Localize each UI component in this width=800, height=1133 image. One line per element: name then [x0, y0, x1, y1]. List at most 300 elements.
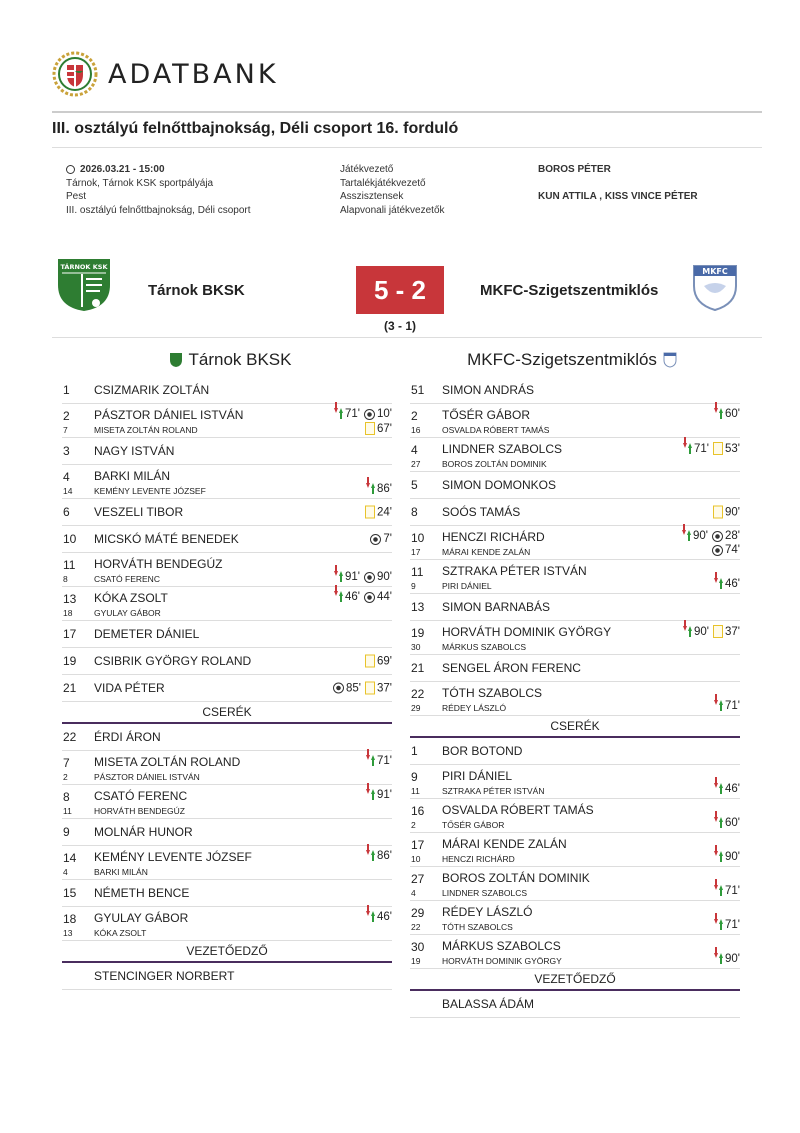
player-name[interactable]: HORVÁTH DOMINIK GYÖRGY — [442, 625, 612, 639]
sub-player-name[interactable]: KEMÉNY LEVENTE JÓZSEF — [94, 486, 206, 496]
player-name[interactable]: SZTRAKA PÉTER ISTVÁN — [442, 564, 587, 578]
away-coach-heading: VEZETŐEDZŐ — [410, 969, 740, 991]
player-row — [410, 499, 740, 526]
away-team-name[interactable]: MKFC-Szigetszentmiklós — [480, 282, 659, 299]
divider — [52, 147, 762, 148]
away-team-crest-icon[interactable] — [688, 262, 742, 312]
event-minute: 85' — [346, 682, 361, 694]
player-row — [62, 846, 392, 880]
substitution-icon — [366, 789, 375, 801]
sub-player-number: 14 — [63, 486, 73, 496]
event-card — [365, 506, 392, 519]
event-minute: 60' — [725, 817, 740, 829]
substitution-icon — [714, 953, 723, 965]
player-row — [62, 724, 392, 751]
goal-ball-icon — [712, 531, 723, 542]
away-subs — [410, 738, 740, 969]
sub-player-name[interactable]: TÓTH SZABOLCS — [442, 922, 513, 932]
official-label-assistants: Asszisztensek — [340, 191, 404, 202]
player-number: 8 — [411, 505, 418, 519]
player-number: 4 — [411, 443, 418, 457]
player-number: 11 — [63, 558, 76, 572]
event-sub — [366, 755, 392, 767]
substitution-icon — [714, 700, 723, 712]
player-row — [410, 765, 740, 799]
officials-values — [538, 163, 698, 204]
player-row — [410, 738, 740, 765]
player-number: 17 — [63, 627, 77, 641]
event-minute: 90' — [377, 571, 392, 583]
player-number: 5 — [411, 478, 418, 492]
sub-player-number: 11 — [63, 806, 72, 816]
match-info — [66, 163, 251, 217]
player-name[interactable]: TÓTH SZABOLCS — [442, 686, 543, 700]
home-starters — [62, 377, 392, 702]
home-subs-heading: CSERÉK — [62, 702, 392, 724]
player-name[interactable]: PÁSZTOR DÁNIEL ISTVÁN — [94, 408, 244, 422]
home-coach-heading: VEZETŐEDZŐ — [62, 941, 392, 963]
player-events — [714, 837, 740, 863]
player-number: 29 — [411, 906, 425, 920]
player-row — [62, 907, 392, 941]
player-name[interactable]: CSATÓ FERENC — [94, 789, 188, 803]
event-sub — [682, 530, 708, 542]
player-name[interactable]: KÓKA ZSOLT — [94, 591, 168, 605]
player-row — [62, 465, 392, 499]
player-number: 6 — [63, 505, 70, 519]
event-minute: 86' — [377, 850, 392, 862]
sub-player-number: 9 — [411, 581, 416, 591]
player-name[interactable]: VESZELI TIBOR — [94, 505, 184, 519]
player-events — [714, 803, 740, 829]
player-number: 22 — [411, 687, 425, 701]
sub-player-number: 27 — [411, 459, 421, 469]
event-sub — [683, 626, 709, 638]
event-minute: 74' — [725, 544, 740, 556]
event-minute: 91' — [345, 571, 360, 583]
event-minute: 10' — [377, 408, 392, 420]
event-card — [365, 422, 392, 435]
player-name[interactable]: SIMON BARNABÁS — [442, 600, 551, 614]
event-sub — [714, 953, 740, 965]
player-name[interactable]: HORVÁTH BENDEGÚZ — [94, 557, 223, 571]
event-minute: 71' — [725, 700, 740, 712]
sub-player-name[interactable]: MÁRAI KENDE ZALÁN — [442, 547, 531, 557]
substitution-icon — [714, 817, 723, 829]
player-events — [713, 506, 740, 519]
sub-player-name[interactable]: LINDNER SZABOLCS — [442, 888, 528, 898]
match-venue: Tárnok, Tárnok KSK sportpályája — [66, 177, 214, 189]
substitution-icon — [714, 578, 723, 590]
substitution-icon — [683, 626, 692, 638]
event-minute: 53' — [725, 442, 740, 455]
player-name[interactable]: MÁRAI KENDE ZALÁN — [442, 837, 567, 851]
player-row — [62, 751, 392, 785]
event-card — [713, 442, 740, 455]
player-number: 10 — [63, 532, 77, 546]
player-name[interactable]: NÉMETH BENCE — [94, 886, 190, 900]
event-sub — [334, 571, 360, 583]
event-minute: 67' — [377, 422, 392, 435]
officials-labels — [340, 163, 445, 217]
player-number: 10 — [411, 531, 425, 545]
yellow-card-icon — [365, 655, 375, 668]
brand-name[interactable]: ADATBANK — [108, 58, 279, 90]
player-number: 11 — [411, 565, 424, 579]
sub-player-name[interactable]: OSVALDA RÓBERT TAMÁS — [442, 425, 550, 435]
event-sub — [366, 789, 392, 801]
player-number: 19 — [411, 626, 425, 640]
sub-player-number: 10 — [411, 854, 421, 864]
event-minute: 24' — [377, 506, 392, 518]
final-score: 5 - 2 — [356, 266, 444, 314]
player-events — [334, 591, 392, 603]
event-minute: 46' — [345, 591, 360, 603]
sub-player-name[interactable]: CSATÓ FERENC — [94, 574, 160, 584]
sub-player-number: 13 — [63, 928, 73, 938]
player-name[interactable]: CSIBRIK GYÖRGY ROLAND — [94, 654, 252, 668]
goal-ball-icon — [364, 409, 375, 420]
sub-player-name[interactable]: BARKI MILÁN — [94, 867, 148, 877]
yellow-card-icon — [713, 442, 723, 455]
player-row — [410, 901, 740, 935]
event-minute: 37' — [377, 682, 392, 694]
player-number: 13 — [411, 600, 425, 614]
away-team-mini-crest-icon — [663, 352, 677, 368]
event-minute: 46' — [725, 578, 740, 590]
event-minute: 71' — [725, 885, 740, 897]
official-label-referee: Játékvezető — [340, 164, 394, 175]
player-row — [410, 935, 740, 969]
event-minute: 46' — [725, 783, 740, 795]
player-events — [333, 682, 392, 695]
player-name[interactable]: OSVALDA RÓBERT TAMÁS — [442, 803, 594, 817]
player-name[interactable]: BOROS ZOLTÁN DOMINIK — [442, 871, 590, 885]
player-number: 7 — [63, 756, 70, 770]
player-name[interactable]: SOÓS TAMÁS — [442, 505, 521, 519]
player-name[interactable]: BARKI MILÁN — [94, 469, 171, 483]
player-row — [62, 880, 392, 907]
sub-player-number: 29 — [411, 703, 421, 713]
player-name[interactable]: ÉRDI ÁRON — [94, 730, 161, 744]
sub-player-name[interactable]: HORVÁTH BENDEGÚZ — [94, 806, 185, 816]
substitution-icon — [366, 755, 375, 767]
event-goal — [370, 533, 392, 545]
player-events — [714, 769, 740, 795]
player-number: 3 — [63, 444, 70, 458]
player-row — [62, 499, 392, 526]
event-minute: 7' — [383, 533, 392, 545]
player-name[interactable]: SENGEL ÁRON FERENC — [442, 661, 581, 675]
player-name[interactable]: MÁRKUS SZABOLCS — [442, 939, 561, 953]
player-number: 19 — [63, 654, 77, 668]
player-number: 30 — [411, 940, 425, 954]
player-row — [410, 655, 740, 682]
event-goal — [712, 544, 740, 556]
sub-player-number: 4 — [63, 867, 68, 877]
substitution-icon — [683, 443, 692, 455]
player-row — [410, 404, 740, 438]
player-events — [683, 442, 740, 455]
sub-player-name[interactable]: MÁRKUS SZABOLCS — [442, 642, 527, 652]
event-minute: 69' — [377, 655, 392, 667]
away-coach-row — [410, 991, 740, 1018]
player-row — [62, 526, 392, 553]
sub-player-number: 2 — [411, 820, 416, 830]
event-minute: 86' — [377, 483, 392, 495]
home-subs — [62, 724, 392, 941]
substitution-icon — [714, 408, 723, 420]
player-row — [410, 560, 740, 594]
substitution-icon — [334, 571, 343, 583]
away-lineup — [410, 343, 740, 1018]
player-row — [62, 785, 392, 819]
player-row — [62, 553, 392, 587]
substitution-icon — [366, 483, 375, 495]
player-events — [366, 469, 392, 495]
match-county: Pest — [66, 191, 87, 202]
substitution-icon — [714, 885, 723, 897]
home-team-mini-crest-icon — [169, 352, 183, 368]
sub-player-number: 16 — [411, 425, 421, 435]
event-minute: 37' — [725, 625, 740, 638]
substitution-icon — [682, 530, 691, 542]
player-events — [714, 871, 740, 897]
player-events — [365, 506, 392, 519]
yellow-card-icon — [713, 506, 723, 519]
player-number: 22 — [63, 730, 77, 744]
player-name[interactable]: KEMÉNY LEVENTE JÓZSEF — [94, 850, 252, 864]
player-name[interactable]: BOR BOTOND — [442, 744, 523, 758]
player-name[interactable]: GYULAY GÁBOR — [94, 911, 189, 925]
player-name[interactable]: SIMON DOMONKOS — [442, 478, 557, 492]
yellow-card-icon — [713, 625, 723, 638]
player-events — [366, 911, 392, 923]
substitution-icon — [334, 591, 343, 603]
event-goal — [333, 682, 361, 694]
player-row — [62, 675, 392, 702]
player-row — [410, 526, 740, 560]
event-minute: 90' — [725, 506, 740, 518]
away-subs-heading: CSERÉK — [410, 716, 740, 738]
page-title: III. osztályú felnőttbajnokság, Déli csoport 16. forduló — [52, 120, 459, 137]
sub-player-name[interactable]: GYULAY GÁBOR — [94, 608, 161, 618]
event-minute: 60' — [725, 408, 740, 420]
player-events — [714, 905, 740, 931]
official-label-goalline: Alapvonali játékvezetők — [340, 204, 445, 216]
sub-player-number: 18 — [63, 608, 73, 618]
player-number: 16 — [411, 804, 425, 818]
player-name[interactable]: HENCZI RICHÁRD — [442, 530, 545, 544]
player-row — [410, 594, 740, 621]
sub-player-number: 7 — [63, 425, 68, 435]
player-number: 15 — [63, 886, 77, 900]
event-minute: 71' — [345, 408, 360, 420]
substitution-icon — [334, 408, 343, 420]
player-events — [366, 850, 392, 862]
event-card — [713, 506, 740, 519]
substitution-icon — [366, 850, 375, 862]
player-events — [714, 686, 740, 712]
home-coach-row — [62, 963, 392, 990]
sub-player-name[interactable]: HENCZI RICHÁRD — [442, 854, 515, 864]
goal-ball-icon — [364, 572, 375, 583]
sub-player-number: 30 — [411, 642, 421, 652]
player-row — [62, 377, 392, 404]
event-minute: 90' — [693, 530, 708, 542]
player-row — [62, 404, 392, 438]
event-sub — [334, 591, 360, 603]
assistants-names: KUN ATTILA , KISS VINCE PÉTER — [538, 191, 698, 202]
player-events — [366, 789, 392, 801]
player-events — [714, 939, 740, 965]
player-number: 51 — [411, 383, 425, 397]
event-sub — [366, 850, 392, 862]
player-number: 21 — [63, 681, 77, 695]
home-team-name[interactable]: Tárnok BKSK — [148, 282, 245, 299]
player-row — [410, 867, 740, 901]
substitution-icon — [366, 911, 375, 923]
event-sub — [714, 408, 740, 420]
referee-name: BOROS PÉTER — [538, 164, 611, 175]
sub-player-name[interactable]: BOROS ZOLTÁN DOMINIK — [442, 459, 547, 469]
player-events — [334, 408, 392, 435]
player-row — [410, 438, 740, 472]
divider — [52, 111, 762, 113]
event-goal — [712, 530, 740, 542]
sub-player-number: 4 — [411, 888, 416, 898]
player-number: 17 — [411, 838, 425, 852]
away-starters — [410, 377, 740, 716]
player-row — [62, 648, 392, 675]
event-minute: 90' — [725, 851, 740, 863]
sub-player-number: 17 — [411, 547, 421, 557]
home-coach-name[interactable]: STENCINGER NORBERT — [94, 969, 235, 983]
player-name[interactable]: LINDNER SZABOLCS — [442, 442, 563, 456]
home-lineup — [62, 343, 392, 990]
player-number: 4 — [63, 470, 70, 484]
player-name[interactable]: VIDA PÉTER — [94, 681, 165, 695]
player-events — [683, 625, 740, 638]
player-name[interactable]: DEMETER DÁNIEL — [94, 627, 200, 641]
player-events — [370, 533, 392, 545]
svg-text:MKFC: MKFC — [702, 267, 728, 276]
goal-ball-icon — [333, 683, 344, 694]
sub-player-number: 11 — [411, 786, 420, 796]
player-name[interactable]: PIRI DÁNIEL — [442, 769, 513, 783]
player-name[interactable]: MISETA ZOLTÁN ROLAND — [94, 755, 241, 769]
player-name[interactable]: CSIZMARIK ZOLTÁN — [94, 383, 210, 397]
event-minute: 44' — [377, 591, 392, 603]
sub-player-number: 8 — [63, 574, 68, 584]
clock-icon — [66, 165, 75, 174]
event-sub — [714, 851, 740, 863]
event-sub — [714, 885, 740, 897]
player-number: 1 — [411, 744, 418, 758]
sub-player-number: 2 — [63, 772, 68, 782]
sub-player-name[interactable]: RÉDEY LÁSZLÓ — [442, 703, 507, 713]
player-number: 21 — [411, 661, 425, 675]
halftime-score: (3 - 1) — [383, 319, 416, 333]
sub-player-name[interactable]: KÓKA ZSOLT — [94, 928, 147, 938]
player-number: 2 — [63, 409, 70, 423]
player-row — [410, 682, 740, 716]
event-minute: 91' — [377, 789, 392, 801]
player-number: 9 — [63, 825, 70, 839]
player-number: 27 — [411, 872, 425, 886]
event-minute: 90' — [725, 953, 740, 965]
event-sub — [366, 483, 392, 495]
event-sub — [714, 578, 740, 590]
mlsz-logo-icon[interactable] — [52, 51, 98, 97]
player-row — [62, 587, 392, 621]
event-sub — [683, 443, 709, 455]
player-row — [410, 799, 740, 833]
event-minute: 71' — [377, 755, 392, 767]
event-goal — [364, 591, 392, 603]
player-row — [62, 819, 392, 846]
home-lineup-title: Tárnok BKSK — [188, 350, 292, 369]
player-name[interactable]: SIMON ANDRÁS — [442, 383, 535, 397]
player-row — [62, 438, 392, 465]
sub-player-name[interactable]: PIRI DÁNIEL — [442, 581, 492, 591]
event-sub — [334, 408, 360, 420]
substitution-icon — [714, 783, 723, 795]
sub-player-number: 19 — [411, 956, 421, 966]
player-number: 8 — [63, 790, 70, 804]
player-events — [366, 755, 392, 767]
divider — [52, 337, 762, 338]
player-name[interactable]: RÉDEY LÁSZLÓ — [442, 905, 533, 919]
sub-player-name[interactable]: TŐSÉR GÁBOR — [442, 820, 505, 830]
match-league: III. osztályú felnőttbajnokság, Déli csoport — [66, 204, 251, 216]
event-card — [713, 625, 740, 638]
player-row — [410, 377, 740, 404]
event-minute: 46' — [377, 911, 392, 923]
event-sub — [714, 919, 740, 931]
sub-player-name[interactable]: PÁSZTOR DÁNIEL ISTVÁN — [94, 772, 200, 782]
yellow-card-icon — [365, 506, 375, 519]
player-number: 9 — [411, 770, 418, 784]
player-name[interactable]: TŐSÉR GÁBOR — [442, 408, 531, 422]
svg-text:TÁRNOK KSK: TÁRNOK KSK — [60, 263, 108, 271]
sub-player-name[interactable]: HORVÁTH DOMINIK GYÖRGY — [442, 956, 562, 966]
player-name[interactable]: MICSKÓ MÁTÉ BENEDEK — [94, 532, 239, 546]
substitution-icon — [714, 919, 723, 931]
event-sub — [714, 783, 740, 795]
player-name[interactable]: MOLNÁR HUNOR — [94, 825, 193, 839]
player-number: 1 — [63, 383, 70, 397]
sub-player-name[interactable]: SZTRAKA PÉTER ISTVÁN — [442, 786, 545, 796]
header — [52, 50, 279, 98]
yellow-card-icon — [365, 682, 375, 695]
sub-player-name[interactable]: MISETA ZOLTÁN ROLAND — [94, 425, 198, 435]
player-name[interactable]: NAGY ISTVÁN — [94, 444, 175, 458]
event-minute: 28' — [725, 530, 740, 542]
home-team-crest-icon[interactable] — [56, 257, 112, 313]
player-events — [682, 530, 740, 556]
away-coach-name[interactable]: BALASSA ÁDÁM — [442, 997, 535, 1011]
event-sub — [366, 911, 392, 923]
player-number: 18 — [63, 912, 77, 926]
event-minute: 90' — [694, 625, 709, 638]
event-card — [365, 655, 392, 668]
player-number: 14 — [63, 851, 77, 865]
event-goal — [364, 571, 392, 583]
player-events — [334, 557, 392, 583]
official-label-reserve: Tartalékjátékvezető — [340, 177, 426, 189]
player-events — [365, 655, 392, 668]
